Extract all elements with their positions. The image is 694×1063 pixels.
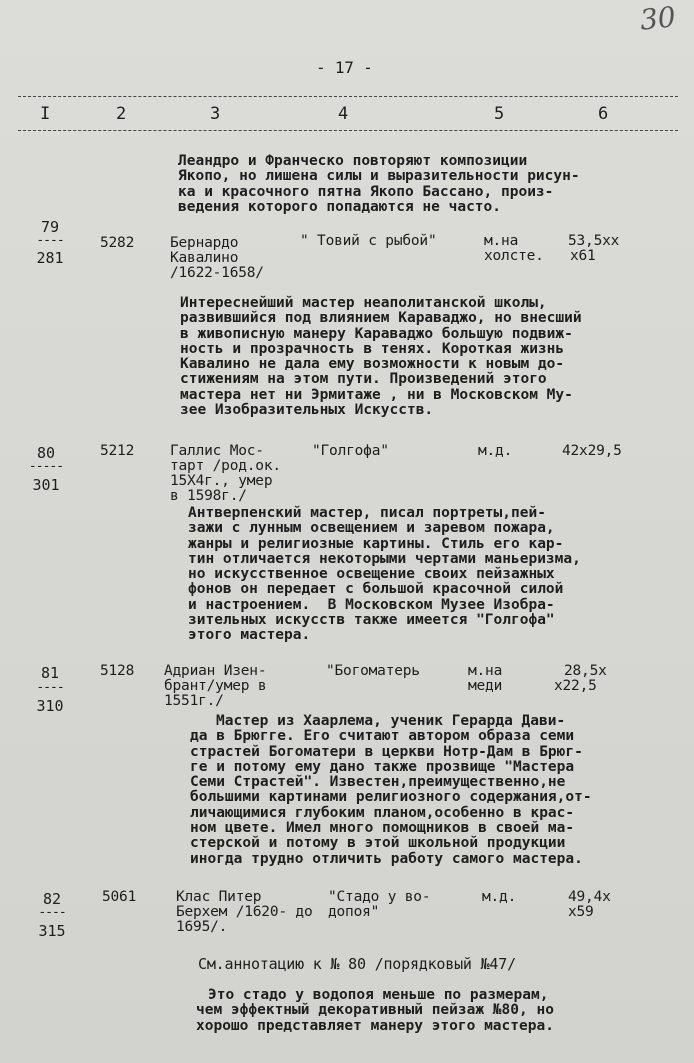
entry-number: 80: [36, 444, 56, 462]
annotation-reference: См.аннотацию к № 80 /порядковый №47/: [198, 955, 516, 973]
dimensions: 28,5х х22,5: [554, 663, 607, 694]
entry-description: Это стадо у водопоя меньше по размерам, чем эффектный декоративный пейзаж №80, но хорошо представляет манеру этого мастера.: [196, 987, 554, 1034]
page-number: - 17 -: [316, 58, 373, 77]
header-rule-top: [18, 96, 678, 97]
column-header-4: 4: [338, 104, 349, 124]
artist-name: Бернардо Кавалино /1622-1658/: [170, 235, 264, 281]
divider-dashes: ----: [38, 905, 66, 920]
artist-name: Галлис Мос- тарт /род.ок. 15X4г., умер в 1598г./: [170, 443, 281, 504]
technique: м.д.: [478, 443, 513, 459]
artwork-title: "Богоматерь: [326, 663, 420, 679]
column-header-6: 6: [598, 104, 609, 124]
column-header-5: 5: [494, 104, 505, 124]
entry-number: 81: [40, 664, 60, 682]
inventory-number: 5128: [100, 663, 135, 679]
entry-subnumber: 281: [36, 249, 64, 267]
intro-paragraph: Леандро и Франческо повторяют композиции Якопо, но лишена силы и выразительности рисун- ка и красочного пятна Якопо Бассано, произ- ведения которого попадаются не часто.: [178, 153, 580, 215]
column-header-2: 2: [116, 104, 127, 124]
artist-name: Клас Питер Берхем /1620- до 1695/.: [176, 889, 313, 935]
dimensions: 53,5хх х61: [568, 233, 620, 264]
inventory-number: 5212: [100, 443, 135, 459]
entry-number: 79: [40, 218, 60, 236]
artwork-title: "Голгофа": [312, 443, 389, 459]
entry-number: 82: [42, 890, 62, 908]
entry-description: Антверпенский мастер, писал портреты,пей- зажи с лунным освещением и заревом пожара, жанры и религиозные картины. Стиль его кар- тин отличается некоторыми чертами маньеризма, но искусственное освещение своих пейзажных фонов он передает с большой красочной силой и настроением. В Московском Музее Изобра- зительных искусств также имеется "Голгофа" этого мастера.: [188, 505, 581, 644]
column-header-1: I: [40, 104, 51, 124]
technique: м.на холсте.: [484, 233, 544, 264]
technique: м.д.: [482, 889, 517, 905]
entry-description: Мастер из Хаарлема, ученик Герарда Дави- да в Брюгге. Его считают автором образа семи страстей Богоматери в церкви Нотр-Дам в Брюг- ге и потому ему дано также прозвище "Мастера Семи Страстей". Известен,преимущественно,не большими картинами религиозного содержания,от- личающимися глубоким планом,особенно в крас- ном цвете. Имел много помощников в своей ма- стерской и потому в этой школьной продукции иногда трудно отличить работу самого мастера.: [190, 713, 592, 867]
divider-dashes: ----: [36, 233, 64, 248]
entry-subnumber: 315: [38, 922, 66, 940]
divider-dashes: ----: [36, 680, 64, 695]
inventory-number: 5061: [102, 889, 137, 905]
artist-name: Адриан Изен- брант/умер в 1551г./: [164, 663, 267, 709]
entry-subnumber: 301: [32, 476, 60, 494]
dimensions: 42х29,5: [562, 443, 622, 459]
header-rule-bottom: [18, 130, 678, 131]
artwork-title: " Товий с рыбой": [300, 233, 437, 249]
entry-description: Интереснейший мастер неаполитанской школы, развившийся под влиянием Караваджо, но внесший в живописную манеру Караваджо большую подвиж- ность и прозрачность в тенях. Короткая жизнь Кавалино не дала ему возможности к новым до- стижениям на этом пути. Произведений этого мастера нет ни Эрмитаже , ни в Московском Му- зее Изобразительных Искусств.: [180, 295, 582, 419]
inventory-number: 5282: [100, 235, 135, 251]
divider-dashes: -----: [28, 459, 64, 474]
entry-subnumber: 310: [36, 697, 64, 715]
dimensions: 49,4х х59: [568, 889, 611, 920]
artwork-title: "Стадо у во- допоя": [328, 889, 431, 920]
technique: м.на меди: [468, 663, 503, 694]
handwritten-page-number: 30: [638, 0, 678, 37]
column-header-3: 3: [210, 104, 221, 124]
